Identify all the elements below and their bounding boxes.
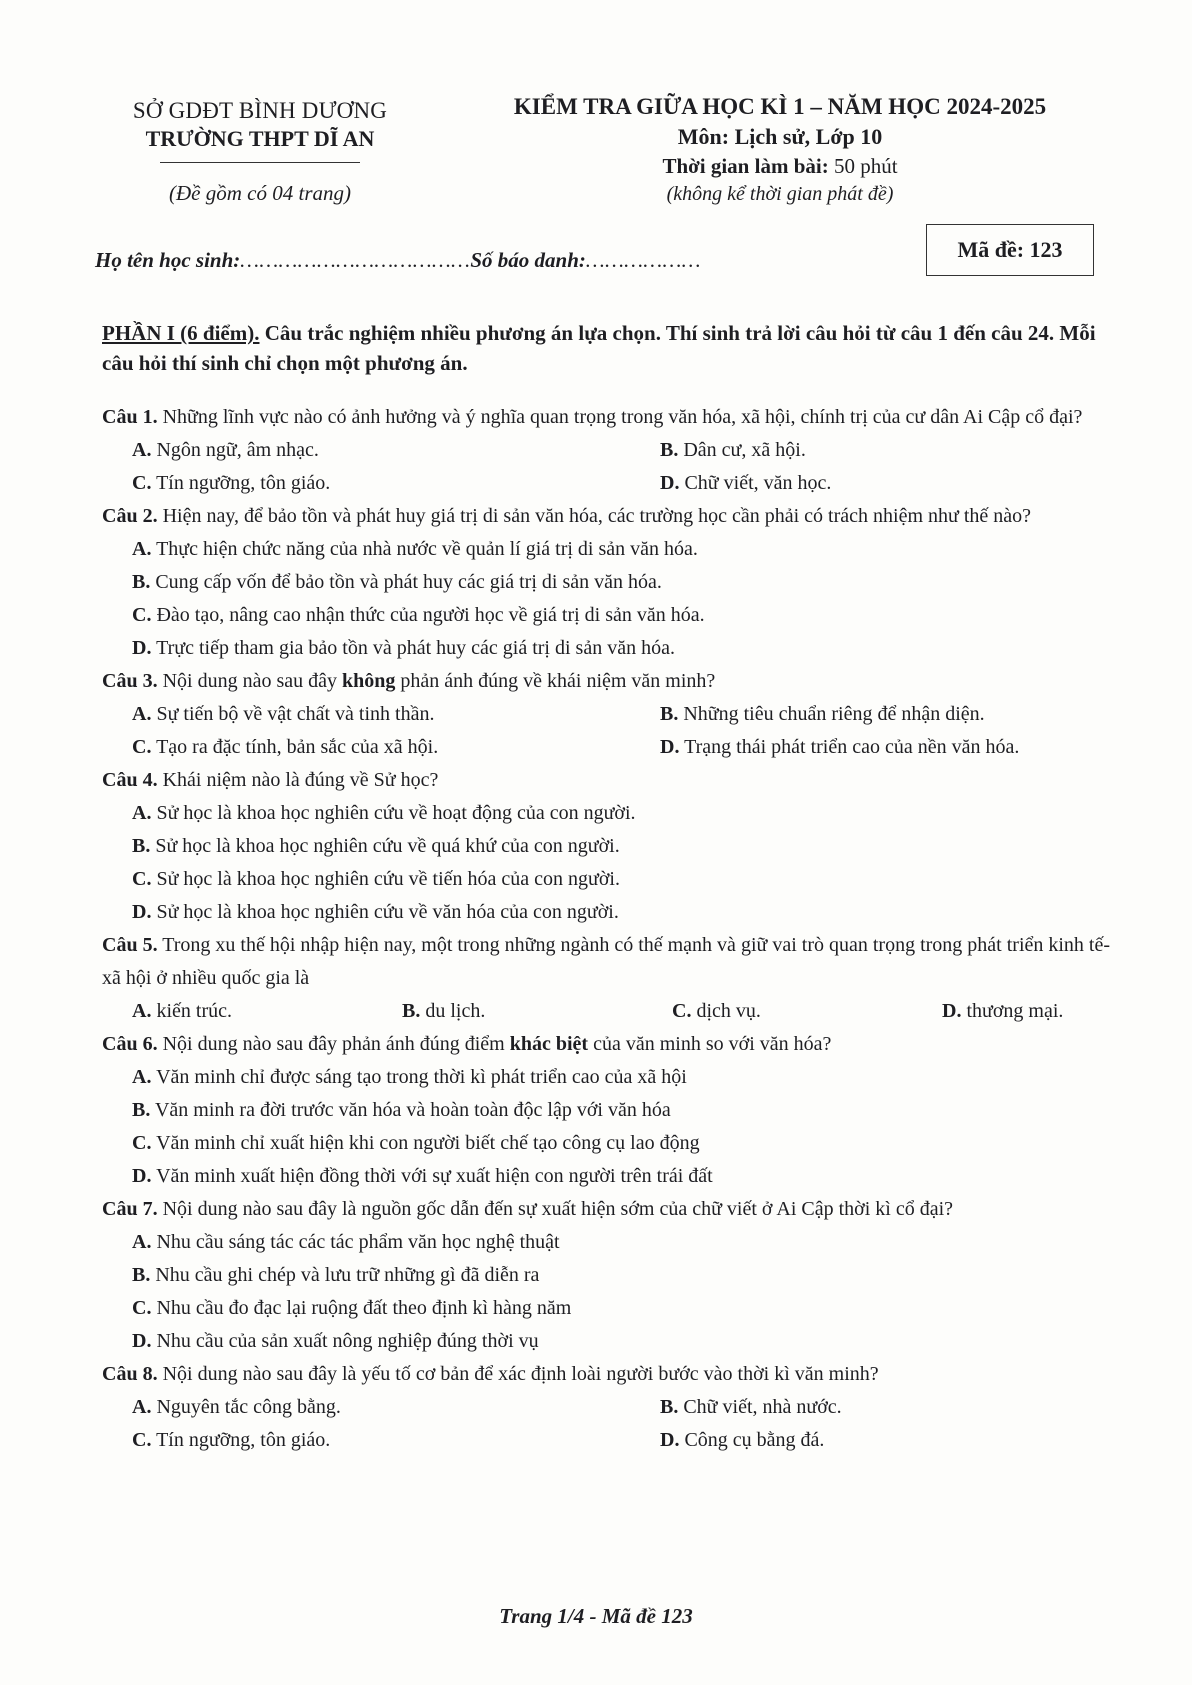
time-value: 50 phút <box>833 154 898 178</box>
option-key: C. <box>672 1000 692 1022</box>
option-text: Tín ngưỡng, tôn giáo. <box>151 1429 331 1451</box>
option-key: D. <box>660 472 680 494</box>
answer-option <box>132 1259 1114 1292</box>
school-header <box>100 98 420 206</box>
option-key: A. <box>132 1066 152 1088</box>
time-note: (không kể thời gian phát đề) <box>666 183 894 205</box>
student-name-label: Họ tên học sinh: <box>95 248 241 272</box>
question-text: Hiện nay, để bảo tồn và phát huy giá trị di sản văn hóa, các trường học cần phải có trách nhiệm như thế nào? <box>157 505 1032 527</box>
student-id-blank: ……………… <box>585 248 701 272</box>
question-stem <box>102 764 1114 797</box>
option-text: Chữ viết, văn học. <box>679 472 832 494</box>
question-text: của văn minh so với văn hóa? <box>588 1033 832 1055</box>
option-text: Văn minh ra đời trước văn hóa và hoàn toàn độc lập với văn hóa <box>150 1099 671 1121</box>
option-key: C. <box>132 1429 152 1451</box>
department-name: SỞ GDĐT BÌNH DƯƠNG <box>132 98 388 123</box>
question-4 <box>102 764 1114 929</box>
option-key: B. <box>660 439 679 461</box>
question-stem <box>102 500 1114 533</box>
exam-header <box>440 94 1120 206</box>
question-number: Câu 5. <box>102 934 158 956</box>
option-key: A. <box>132 802 152 824</box>
answer-option <box>942 995 1112 1028</box>
option-key: A. <box>132 439 152 461</box>
question-3 <box>102 665 1114 764</box>
page-count-note: (Đề gồm có 04 trang) <box>169 181 351 205</box>
question-stem <box>102 1358 1114 1391</box>
student-info-line <box>95 248 701 273</box>
option-text: Nguyên tắc công bằng. <box>151 1396 341 1418</box>
option-text: Tín ngưỡng, tôn giáo. <box>151 472 331 494</box>
option-key: A. <box>132 1231 152 1253</box>
option-key: C. <box>132 736 152 758</box>
answer-options <box>102 1226 1114 1358</box>
answer-option <box>132 1292 1114 1325</box>
answer-option <box>132 698 660 731</box>
question-emphasis: không <box>342 670 396 692</box>
answer-option <box>132 1160 1114 1193</box>
time-line <box>440 154 1120 179</box>
option-key: B. <box>660 703 679 725</box>
option-text: du lịch. <box>420 1000 486 1022</box>
option-text: Nhu cầu sáng tác các tác phẩm văn học nghệ thuật <box>151 1231 560 1253</box>
option-key: D. <box>132 1330 152 1352</box>
option-text: Thực hiện chức năng của nhà nước về quản lí giá trị di sản văn hóa. <box>151 538 698 560</box>
question-stem <box>102 1028 1114 1061</box>
section-heading <box>102 318 1112 378</box>
answer-options <box>102 1391 1114 1457</box>
header-divider <box>160 162 360 163</box>
answer-option <box>132 995 402 1028</box>
section-title: PHẦN I (6 điểm). <box>102 321 260 345</box>
option-key: B. <box>132 835 151 857</box>
answer-option <box>132 863 1114 896</box>
option-key: A. <box>132 538 152 560</box>
option-key: D. <box>132 1165 152 1187</box>
option-text: Cung cấp vốn để bảo tồn và phát huy các giá trị di sản văn hóa. <box>150 571 662 593</box>
option-text: Trực tiếp tham gia bảo tồn và phát huy các giá trị di sản văn hóa. <box>151 637 675 659</box>
option-key: C. <box>132 472 152 494</box>
answer-option <box>132 599 1114 632</box>
option-key: B. <box>402 1000 421 1022</box>
question-text: phản ánh đúng về khái niệm văn minh? <box>395 670 716 692</box>
answer-option <box>132 1127 1114 1160</box>
question-stem <box>102 929 1114 995</box>
question-7 <box>102 1193 1114 1358</box>
option-key: B. <box>132 571 151 593</box>
question-5 <box>102 929 1114 1028</box>
question-number: Câu 4. <box>102 769 158 791</box>
question-number: Câu 1. <box>102 406 158 428</box>
page-footer: Trang 1/4 - Mã đề 123 <box>499 1604 693 1628</box>
answer-option <box>660 731 1120 764</box>
question-list <box>102 401 1114 1457</box>
option-text: Ngôn ngữ, âm nhạc. <box>151 439 319 461</box>
school-name: TRƯỜNG THPT DĨ AN <box>145 126 375 151</box>
option-text: Chữ viết, nhà nước. <box>678 1396 842 1418</box>
option-text: Công cụ bằng đá. <box>679 1429 825 1451</box>
answer-options <box>102 797 1114 929</box>
question-stem <box>102 401 1114 434</box>
option-text: Văn minh xuất hiện đồng thời với sự xuất hiện con người trên trái đất <box>151 1165 713 1187</box>
option-key: B. <box>132 1264 151 1286</box>
subject-label: Môn: <box>677 124 730 149</box>
question-text: Nội dung nào sau đây là nguồn gốc dẫn đến sự xuất hiện sớm của chữ viết ở Ai Cập thời kì cổ đại? <box>157 1198 954 1220</box>
option-key: A. <box>132 1396 152 1418</box>
question-text: Nội dung nào sau đây <box>157 670 342 692</box>
option-text: Sử học là khoa học nghiên cứu về văn hóa của con người. <box>151 901 619 923</box>
option-key: C. <box>132 1297 152 1319</box>
answer-option <box>132 632 1114 665</box>
student-id-label: Số báo danh: <box>470 248 586 272</box>
option-text: kiến trúc. <box>151 1000 232 1022</box>
option-text: Sử học là khoa học nghiên cứu về quá khứ của con người. <box>150 835 620 857</box>
option-key: D. <box>942 1000 962 1022</box>
question-text: Nội dung nào sau đây là yếu tố cơ bản để xác định loài người bước vào thời kì văn minh? <box>157 1363 879 1385</box>
option-key: D. <box>660 736 680 758</box>
option-text: dịch vụ. <box>691 1000 761 1022</box>
answer-option <box>660 698 1120 731</box>
answer-option <box>402 995 672 1028</box>
answer-option <box>660 1391 1120 1424</box>
option-key: D. <box>132 901 152 923</box>
option-text: Tạo ra đặc tính, bản sắc của xã hội. <box>151 736 439 758</box>
option-key: D. <box>660 1429 680 1451</box>
question-text: Những lĩnh vực nào có ảnh hưởng và ý nghĩa quan trọng trong văn hóa, xã hội, chính trị của cư dân Ai Cập cổ đại? <box>157 406 1083 428</box>
question-6 <box>102 1028 1114 1193</box>
answer-option <box>132 797 1114 830</box>
answer-option <box>132 1061 1114 1094</box>
subject-value: Lịch sử, Lớp 10 <box>734 124 883 149</box>
question-number: Câu 6. <box>102 1033 158 1055</box>
exam-code: Mã đề: 123 <box>957 237 1063 262</box>
section-instructions: Câu trắc nghiệm nhiều phương án lựa chọn. Thí sinh trả lời câu hỏi từ câu 1 đến câu 24. Mỗi câu hỏi thí sinh chỉ chọn một phương án. <box>102 321 1096 375</box>
answer-option <box>132 1226 1114 1259</box>
option-text: Văn minh chỉ xuất hiện khi con người biết chế tạo công cụ lao động <box>151 1132 700 1154</box>
subject-line <box>440 124 1120 150</box>
option-key: C. <box>132 1132 152 1154</box>
question-text: Trong xu thế hội nhập hiện nay, một trong những ngành có thế mạnh và giữ vai trò quan trọng trong phát triển kinh tế- xã hội ở nhiều quốc gia là <box>102 934 1111 989</box>
answer-options <box>102 533 1114 665</box>
option-text: Văn minh chỉ được sáng tạo trong thời kì phát triển cao của xã hội <box>151 1066 687 1088</box>
answer-option <box>132 434 660 467</box>
question-emphasis: khác biệt <box>509 1033 589 1055</box>
answer-option <box>132 1391 660 1424</box>
exam-code-box <box>926 224 1094 276</box>
question-text: Khái niệm nào là đúng về Sử học? <box>157 769 439 791</box>
option-key: A. <box>132 703 152 725</box>
option-key: B. <box>132 1099 151 1121</box>
answer-option <box>132 566 1114 599</box>
answer-option <box>132 896 1114 929</box>
answer-option <box>660 467 1120 500</box>
answer-options <box>102 995 1114 1028</box>
option-text: Sử học là khoa học nghiên cứu về hoạt động của con người. <box>151 802 636 824</box>
option-key: D. <box>132 637 152 659</box>
option-text: Nhu cầu ghi chép và lưu trữ những gì đã diễn ra <box>150 1264 540 1286</box>
option-text: Đào tạo, nâng cao nhận thức của người học về giá trị di sản văn hóa. <box>151 604 705 626</box>
answer-option <box>132 467 660 500</box>
option-text: Những tiêu chuẩn riêng để nhận diện. <box>678 703 985 725</box>
answer-option <box>132 1094 1114 1127</box>
question-1 <box>102 401 1114 500</box>
question-stem <box>102 665 1114 698</box>
answer-options <box>102 1061 1114 1193</box>
answer-option <box>132 830 1114 863</box>
student-name-blank: ……………………………… <box>240 248 471 272</box>
option-key: C. <box>132 868 152 890</box>
option-text: Dân cư, xã hội. <box>678 439 806 461</box>
answer-option <box>132 731 660 764</box>
option-text: thương mại. <box>961 1000 1064 1022</box>
answer-option <box>132 1424 660 1457</box>
question-number: Câu 2. <box>102 505 158 527</box>
answer-option <box>672 995 942 1028</box>
question-number: Câu 7. <box>102 1198 158 1220</box>
question-text: Nội dung nào sau đây phản ánh đúng điểm <box>157 1033 510 1055</box>
question-stem <box>102 1193 1114 1226</box>
exam-title: KIỂM TRA GIỮA HỌC KÌ 1 – NĂM HỌC 2024-2025 <box>513 94 1047 119</box>
answer-option <box>660 434 1120 467</box>
option-text: Sự tiến bộ về vật chất và tinh thần. <box>151 703 435 725</box>
option-key: C. <box>132 604 152 626</box>
option-key: A. <box>132 1000 152 1022</box>
question-8 <box>102 1358 1114 1457</box>
option-text: Sử học là khoa học nghiên cứu về tiến hóa của con người. <box>151 868 620 890</box>
answer-option <box>132 533 1114 566</box>
question-2 <box>102 500 1114 665</box>
time-label: Thời gian làm bài: <box>662 154 829 178</box>
option-text: Nhu cầu đo đạc lại ruộng đất theo định kì hàng năm <box>151 1297 572 1319</box>
option-text: Trạng thái phát triển cao của nền văn hóa. <box>679 736 1020 758</box>
option-text: Nhu cầu của sản xuất nông nghiệp đúng thời vụ <box>151 1330 539 1352</box>
question-number: Câu 3. <box>102 670 158 692</box>
question-number: Câu 8. <box>102 1363 158 1385</box>
answer-option <box>132 1325 1114 1358</box>
answer-options <box>102 434 1114 500</box>
option-key: B. <box>660 1396 679 1418</box>
answer-options <box>102 698 1114 764</box>
answer-option <box>660 1424 1120 1457</box>
